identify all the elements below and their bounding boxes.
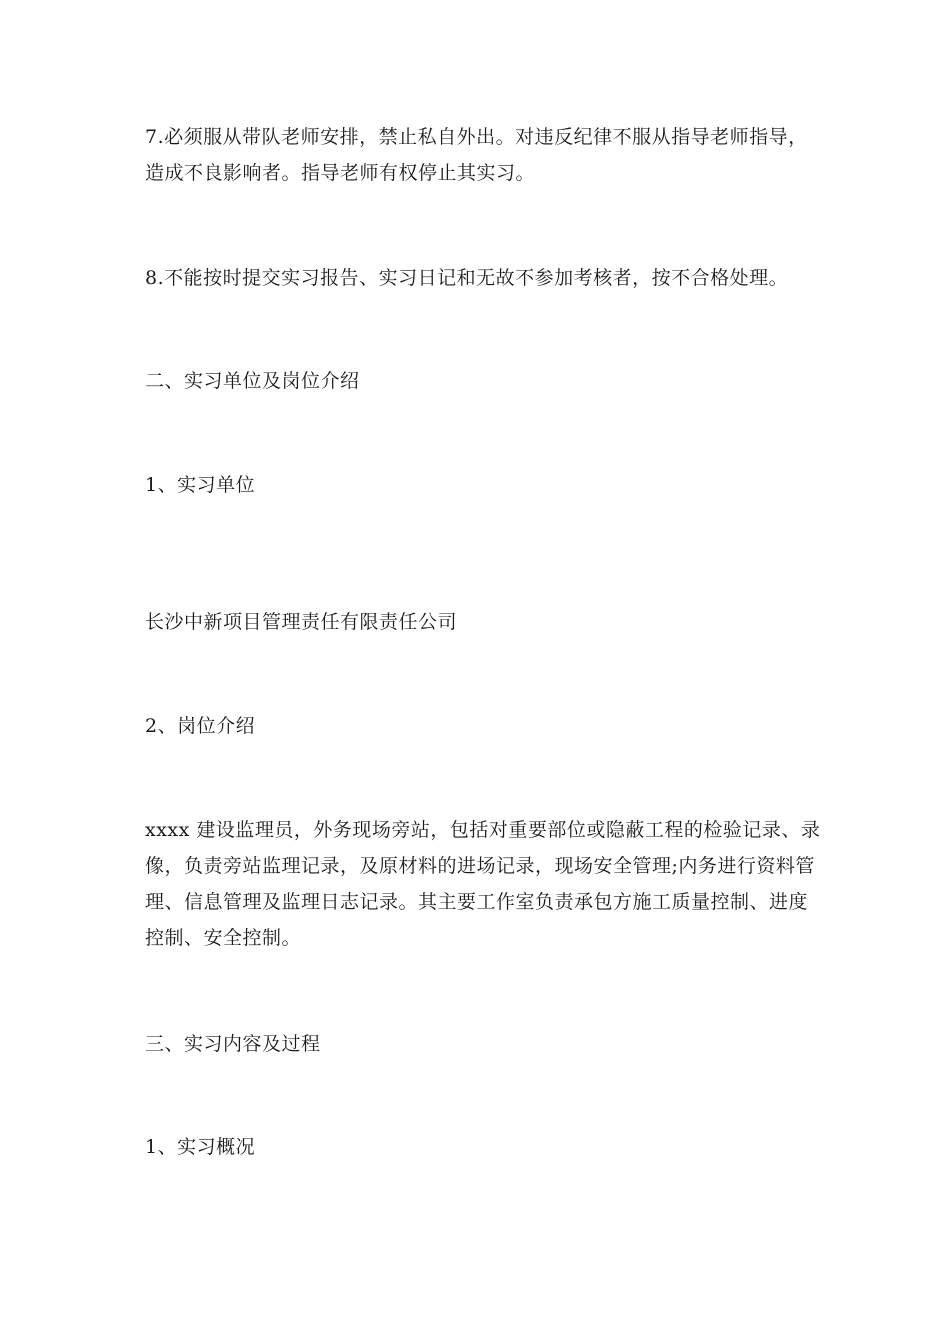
position-description-paragraph — [145, 812, 821, 956]
position-description-line: xxxx 建设监理员，外务现场旁站，包括对重要部位或隐蔽工程的检验记录、录 — [145, 819, 821, 841]
section-2-heading — [145, 363, 810, 399]
section-3-heading — [145, 1026, 810, 1062]
position-description-line: 理、信息管理及监理日志记录。其主要工作室负责承包方施工质量控制、进度 — [145, 891, 809, 913]
rule-7-line: 造成不良影响者。指导老师有权停止其实习。 — [145, 162, 536, 184]
company-name-paragraph — [145, 604, 810, 640]
section-3-heading-text: 三、实习内容及过程 — [145, 1033, 321, 1055]
sub-3-heading — [145, 1129, 810, 1165]
rule-8-paragraph — [145, 260, 810, 296]
section-2-heading-text: 二、实习单位及岗位介绍 — [145, 370, 360, 392]
sub-2-heading-text: 2、岗位介绍 — [145, 715, 256, 737]
rule-8-line: 8.不能按时提交实习报告、实习日记和无故不参加考核者，按不合格处理。 — [145, 267, 789, 289]
position-description-line: 控制、安全控制。 — [145, 927, 302, 949]
rule-7-line: 7.必须服从带队老师安排，禁止私自外出。对违反纪律不服从指导老师指导， — [145, 126, 808, 148]
sub-1-heading-text: 1、实习单位 — [145, 474, 256, 496]
company-name-text: 长沙中新项目管理责任有限责任公司 — [145, 611, 458, 633]
sub-2-heading — [145, 708, 810, 744]
sub-1-heading — [145, 467, 810, 503]
rule-7-paragraph — [145, 119, 810, 191]
position-description-line: 像，负责旁站监理记录，及原材料的进场记录，现场安全管理;内务进行资料管 — [145, 855, 815, 877]
sub-3-heading-text: 1、实习概况 — [145, 1136, 256, 1158]
